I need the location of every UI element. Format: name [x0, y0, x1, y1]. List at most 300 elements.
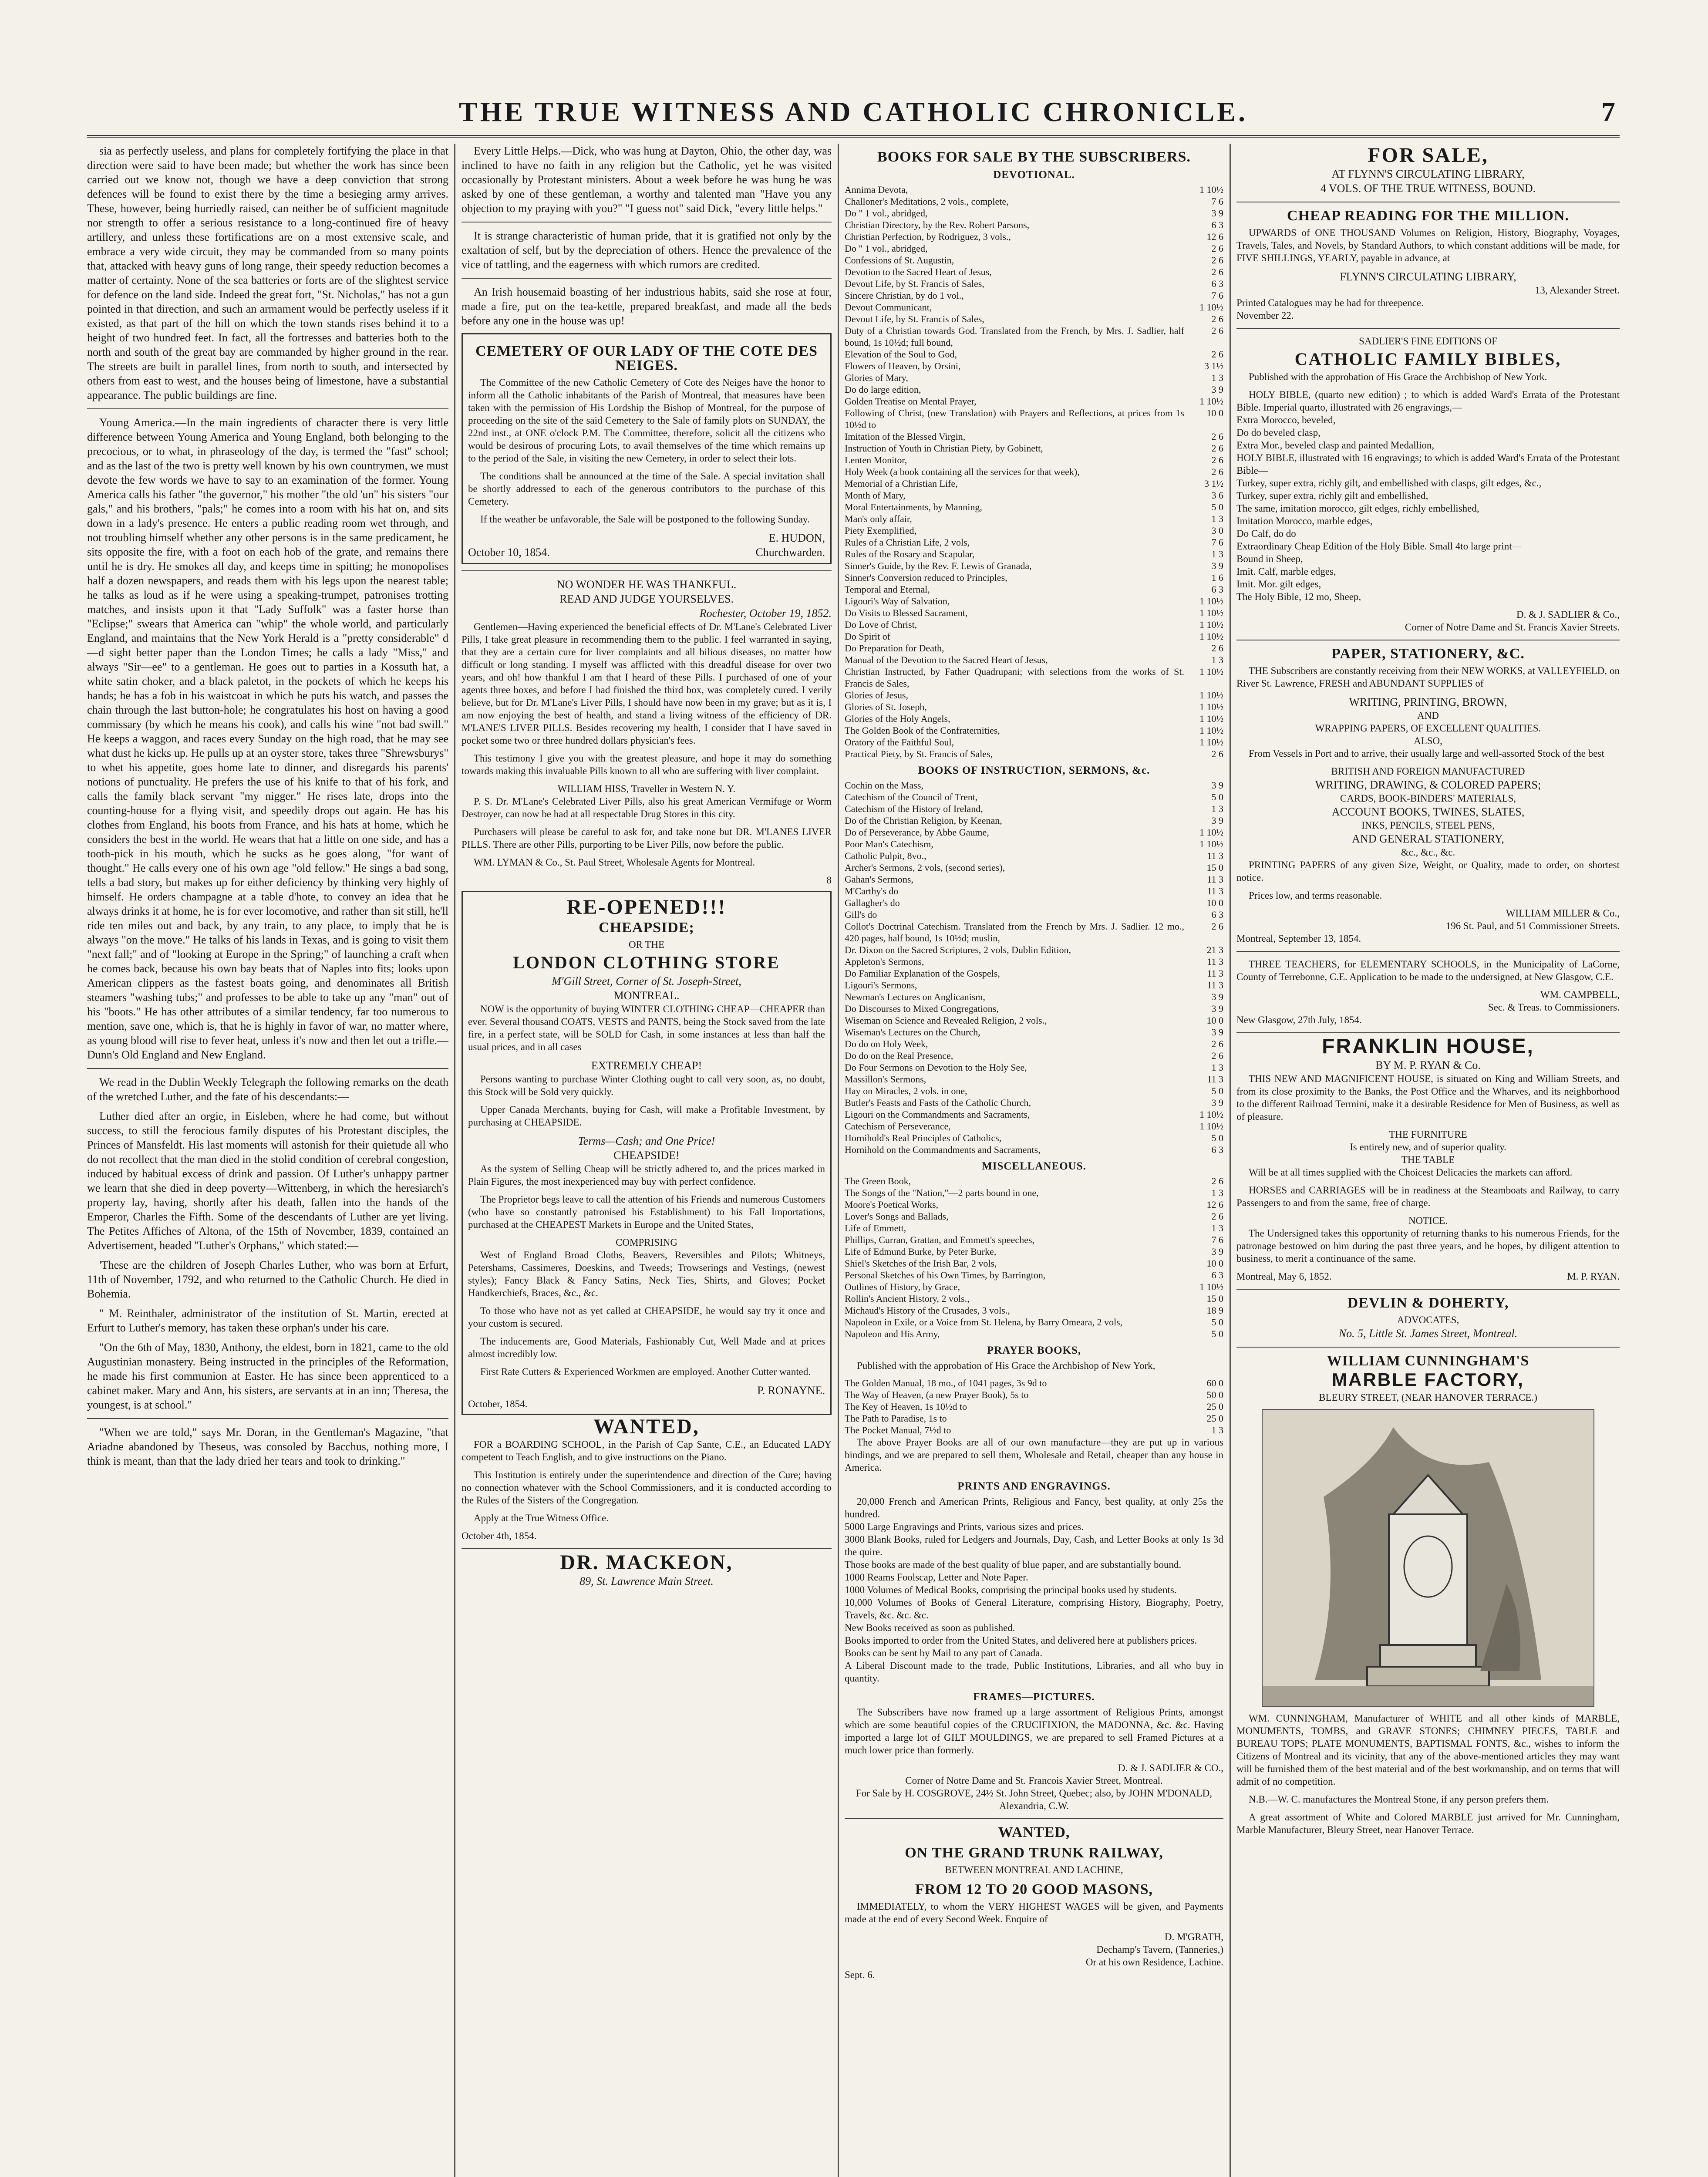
book-row [845, 207, 1223, 219]
book-price: 1 3 [1211, 654, 1223, 665]
book-row [845, 195, 1223, 207]
book-row [845, 713, 1223, 725]
book-price: 2 6 [1211, 313, 1223, 324]
books-section: PRINTS AND ENGRAVINGS. [957, 1480, 1111, 1492]
book-price: 25 0 [1206, 1413, 1223, 1424]
book-row [845, 478, 1223, 489]
ad-address: Corner of Notre Dame and St. Francis Xavier Streets. [1405, 622, 1620, 633]
ad-heading: SADLIER'S FINE EDITIONS OF [1359, 336, 1497, 347]
book-title: Piety Exemplified, [845, 525, 916, 536]
book-title: Glories of the Holy Angels, [845, 713, 950, 724]
ad-heading: WILLIAM CUNNINGHAM'S [1327, 1353, 1529, 1369]
book-title: The Path to Paradise, 1s to [845, 1413, 947, 1424]
ad-body: Published with the approbation of His Grace the Archbishop of New York. [1249, 371, 1547, 382]
book-title: Do Love of Christ, [845, 619, 917, 630]
book-row [845, 885, 1223, 897]
book-row [845, 791, 1223, 803]
book-price: 3 9 [1211, 780, 1223, 791]
ad-heading: ALSO, [1414, 735, 1442, 746]
book-price: 3 6 [1211, 490, 1223, 501]
book-title: Month of Mary, [845, 490, 906, 501]
book-price: 1 10½ [1199, 737, 1223, 748]
book-title: Do do on Holy Week, [845, 1038, 928, 1049]
ad-body: From Vessels in Port and to arrive, their usually large and well-assorted Stock of the best [1249, 748, 1604, 759]
divider [1236, 1289, 1620, 1290]
book-title: The Way of Heaven, (a new Prayer Book), 5s to [845, 1389, 1029, 1400]
book-row [845, 1389, 1223, 1401]
ad-body: The conditions shall be announced at the time of the Sale. A special invitation shall be shortly addressed to each of the generous contributors to the purchase of this Cemetery. [468, 471, 825, 507]
books-table-prayer [845, 1377, 1223, 1436]
book-price: 1 10½ [1199, 839, 1223, 849]
book-price: 1 3 [1211, 513, 1223, 524]
book-title: Christian Perfection, by Rodriguez, 3 vols., [845, 231, 1011, 242]
book-row [845, 826, 1223, 838]
book-row [845, 525, 1223, 536]
book-title: Christian Instructed, by Father Quadrupani; with selections from the works of St. Francis de Sales, [845, 666, 1184, 689]
book-title: Catechism of Perseverance, [845, 1121, 951, 1132]
book-title: Newman's Lectures on Anglicanism, [845, 991, 985, 1002]
ad-heading: ACCOUNT BOOKS, TWINES, SLATES, [1331, 805, 1525, 818]
book-row [845, 1109, 1223, 1120]
book-price: 2 6 [1211, 349, 1223, 360]
ad-signature: E. HUDON, [768, 532, 825, 544]
book-row [845, 666, 1223, 689]
book-price: 18 9 [1206, 1305, 1223, 1316]
ad-heading: WANTED, [593, 1415, 700, 1438]
ad-body: THIS NEW AND MAGNIFICENT HOUSE, is situated on King and William Streets, and from its close proximity to the Banks, the Post Office and the Wharves, and its neighborhood to the different Railroad Termini, make it a desirable Residence for Men of Business, as well as of pleasure. [1236, 1073, 1620, 1122]
book-title: Devout Life, by St. Francis of Sales, [845, 313, 984, 324]
book-row [845, 1222, 1223, 1234]
book-price: 1 3 [1211, 1187, 1223, 1198]
book-price: 15 0 [1206, 862, 1223, 873]
book-price: 1 3 [1211, 803, 1223, 814]
book-title: Confessions of St. Augustin, [845, 255, 954, 266]
book-price: 3 9 [1211, 208, 1223, 219]
ad-signature: D. M'GRATH, [1164, 1931, 1223, 1942]
book-row [845, 513, 1223, 525]
ad-heading: FLYNN'S CIRCULATING LIBRARY, [1340, 270, 1516, 283]
ad-body: UPWARDS of ONE THOUSAND Volumes on Religion, History, Biography, Voyages, Travels, Tales, and Novels, by Standard Authors, to which constant additions will be made, for FIVE SHILLINGS, YEARLY, payable in advance, at [1236, 227, 1620, 263]
ad-date: Sept. 6. [845, 1969, 875, 1980]
books-heading: BOOKS FOR SALE BY THE SUBSCRIBERS. [877, 149, 1191, 165]
book-price: 11 3 [1207, 968, 1223, 979]
ad-heading: M'Gill Street, Corner of St. Joseph-Street, [552, 975, 741, 987]
ad-signature: M. P. RYAN. [1567, 1271, 1620, 1282]
ad-heading: FRANKLIN HOUSE, [1322, 1035, 1534, 1058]
book-title: Ligouri's Sermons, [845, 980, 917, 991]
book-row [845, 1210, 1223, 1222]
book-row [845, 850, 1223, 862]
book-price: 1 10½ [1199, 302, 1223, 313]
ad-heading: AT FLYNN'S CIRCULATING LIBRARY, [1331, 168, 1525, 180]
book-price: 7 6 [1211, 537, 1223, 548]
article-paragraph: Every Little Helps.—Dick, who was hung at Dayton, Ohio, the other day, was inclined to have no faith in any religion but the Catholic, yet he was visited occasionally by Protestant ministers. About a week before he was hung he was asked by one of these gentleman, a worthy and talented man "Have you any objection to my praying with you?" "I guess not" said Dick, "every little helps." [462, 145, 832, 215]
ad-heading: WRITING, PRINTING, BROWN, [1349, 696, 1507, 708]
book-row [845, 360, 1223, 372]
book-row [845, 1304, 1223, 1316]
book-price: 1 3 [1211, 1223, 1223, 1233]
article-paragraph: We read in the Dublin Weekly Telegraph the following remarks on the death of the wretched Luther, and the fate of his descendants:— [87, 1076, 448, 1103]
ad-subheading: NOTICE. [1408, 1215, 1448, 1226]
book-row [845, 689, 1223, 701]
book-row [845, 313, 1223, 325]
ad-address: BLEURY STREET, (NEAR HANOVER TERRACE.) [1319, 1392, 1537, 1403]
books-section: DEVOTIONAL. [993, 169, 1075, 181]
book-row [845, 407, 1223, 431]
book-row [845, 1401, 1223, 1412]
ad-body: PRINTING PAPERS of any given Size, Weight, or Quality, made to order, on shortest notice. [1236, 859, 1620, 883]
book-price: 2 6 [1211, 466, 1223, 477]
book-title: Annima Devota, [845, 184, 908, 195]
book-row [845, 1062, 1223, 1073]
book-row [845, 1199, 1223, 1210]
book-row [845, 1246, 1223, 1257]
book-title: Do of Perseverance, by Abbe Gaume, [845, 827, 989, 838]
book-row [845, 815, 1223, 826]
book-price: 11 3 [1207, 956, 1223, 967]
book-price: 25 0 [1206, 1401, 1223, 1412]
ad-role: Sec. & Treas. to Commissioners. [1488, 1002, 1620, 1013]
book-title: Gallagher's do [845, 897, 900, 908]
book-price: 3 9 [1211, 1097, 1223, 1108]
ad-body: First Rate Cutters & Experienced Workmen are employed. Another Cutter wanted. [480, 1366, 811, 1377]
book-row [845, 619, 1223, 630]
book-row [845, 642, 1223, 654]
book-price: 10 0 [1206, 408, 1223, 418]
ad-heading: FROM 12 TO 20 GOOD MASONS, [915, 1881, 1153, 1897]
ad-signature: D. & J. SADLIER & Co., [1516, 609, 1620, 620]
book-row [845, 920, 1223, 944]
book-title: Massillon's Sermons, [845, 1074, 926, 1085]
book-row [845, 1026, 1223, 1038]
ad-terms: Terms—Cash; and One Price! [578, 1135, 715, 1147]
book-price: 5 0 [1211, 1132, 1223, 1143]
book-row [845, 1328, 1223, 1340]
ad-body: The Committee of the new Catholic Cemetery of Cote des Neiges have the honor to inform all the Catholic inhabitants of the Parish of Montreal, that measures have been taken with the permission of His Lordship the Bishop of Montreal, for the purpose of proceeding on the site of the said Cemetery to the Sale of family plots on SUNDAY, the 22nd inst., at ONE o'clock P.M. The Committee, therefore, solicit all the citizens who would be desirous of procuring Lots, to avail themselves of the time which remains up to the period of the Sale, in visiting the new Cemetery, in order to select their lots. [468, 377, 825, 464]
book-title: Memorial of a Christian Life, [845, 478, 958, 489]
book-title: Hornihold's Real Principles of Catholics, [845, 1132, 1002, 1143]
book-price: 5 0 [1211, 792, 1223, 802]
column-rule [454, 144, 455, 2177]
book-price: 10 0 [1206, 897, 1223, 908]
ad-body: As the system of Selling Cheap will be strictly adhered to, and the prices marked in Plain Figures, the most inexperienced may buy with perfect confidence. [468, 1163, 825, 1187]
book-price: 2 6 [1211, 455, 1223, 465]
book-row [845, 1187, 1223, 1199]
book-row [845, 290, 1223, 301]
ad-subheading: COMPRISING [616, 1237, 677, 1248]
ad-body: A great assortment of White and Colored MARBLE just arrived for Mr. Cunningham, Marble Manufacturer, Bleury Street, near Hanover Terrace. [1236, 1812, 1620, 1835]
book-row [845, 1281, 1223, 1293]
ad-signature: WM. CAMPBELL, [1540, 989, 1620, 1000]
article-paragraph: "On the 6th of May, 1830, Anthony, the eldest, born in 1821, came to the old Augustinian monastery. Being instructed in the principles of the Reformation, he made his first communion at Easter. He has since been apprenticed to a cabinet maker. Mary and Ann, his sisters, are servants at in an inn; Theresa, the youngest, is at school." [87, 1341, 448, 1411]
article-young-america: Young America.—In the main ingredients of character there is very little difference between Young America and Young England, both belonging to the precocious, or to what, in phraseology of the day, is termed the "fast" school; and as the last of the two is pretty well known by his own countrymen, we must devote the few words we have to say to an examination of the former. Young America calls his father "the governor," his mother "the old 'un" his sisters "our gals," and his brothers, "pals;" he comes into a room with his hat on, and sits down in a lady's presence. He enters a public reading room wet through, and not troubling himself whether any other persons is in the same predicament, he sits opposite the fire, with a foot on each hob of the grate, and remains there until he is dry. He smokes all day, and keeps time in spitting; he monopolises half a dozen newspapers, and reads them with his legs upon the nearest table; he talks as loud as if he were using a speaking-trumpet, patronises trotting matches, and insists upon it that "Lady Suffolk" was a faster horse than "Eclipse;" swears that America can "whip" the whole world, and particularly England, and maintains that the New York Herald is a "pretty considerable" d—d sight better paper than the London Times; he calls a lady "Miss," and always "Sir—ee" to a gentleman. He goes out to parties in a Kossuth hat, a white satin choker, and a black paletot, in the pockets of which he keeps his hands; he has a fob in his waistcoat in which he puts his watch, and passes the chain through the last button-hole; he congratulates his host on having a good commissary (by which he means his cook), and calls his wine "not bad swill." He keeps a waggon, and races every Sunday on the high road, that he may see what dust he kicks up. He pulls up at an oyster store, takes three "Shrewsburys" to whet his appetite, goes home late to dinner, and disregards his parents' notions of punctuality. He prefers the use of his knife to that of his fork, and calls the family black servant "my nigger." He rises late, drops into the counting-house for a flying visit, and speedily drops out again. He has his clothes from England, his boots from France, and his hats at home, which he considers the best in the world. He wears that hat a little on one side, and has a tooth-pick in his mouth, which he sucks as he goes along, "for want of thought." He calls every one of his own age "old fellow." He sings a bad song, tells a bad story, but makes up for either deficiency by thinking very highly of himself. He orders champagne at a table d'hote, to convey an idea that he always drinks it at home, he is for ever locomotive, and rather than sit still, he'll ride ten miles out and back, by any train, to any place, to imply that he is always "on the move." He talks of his lands in Texas, and is going to visit them "next fall;" and of "looking at Europe in the Spring;" of launching a craft when he comes back, because his own bay beats that of Naples into fits; looks upon American clippers as the fastest boats going, and denominates all British steamers "washing tubs;" and professes to be able to take up any "man" out of his "boots." He has other attributes of a similar tendency, far too numerous to mention, save one, which is, that he is highly in favor of war, no matter where, as young blood will rise to fever heat, unless it's now and then let out a trifle.—Dunn's Old England and New England. [87, 416, 448, 1061]
divider [1236, 1032, 1620, 1033]
book-price: 5 0 [1211, 1317, 1223, 1328]
book-price: 1 3 [1211, 549, 1223, 559]
ad-date: Montreal, May 6, 1852. [1236, 1271, 1332, 1282]
book-title: Devotion to the Sacred Heart of Jesus, [845, 266, 992, 277]
ad-dateline: Rochester, October 19, 1852. [699, 607, 832, 620]
book-price: 3 9 [1211, 560, 1223, 571]
divider [87, 1068, 448, 1069]
ad-footer [468, 545, 825, 559]
ad-body: HOLY BIBLE, (quarto new edition) ; to which is added Ward's Errata of the Protestant Bible. Imperial quarto, illustrated with 26 engravings,— Extra Morocco, beveled, Do do beveled clasp, Extra Mor., beveled clasp and painted Medallion, HOLY BIBLE, illustrated with 16 engravings; to which is added Ward's Errata of the Protestant Bible— Turkey, super extra, richly gilt, and embellished with clasps, gilt edges, &c., Turkey, super extra, richly gilt and embellished, The same, imitation morocco, gilt edges, richly embellished, Imitation Morocco, marble edges, Do Calf, do do Extraordinary Cheap Edition of the Holy Bible. Small 4to large print— Bound in Sheep, Imit. Calf, marble edges, Imit. Mor. gilt edges, The Holy Bible, 12 mo, Sheep, [1236, 389, 1620, 602]
ad-heading: READ AND JUDGE YOURSELVES. [559, 593, 734, 605]
ad-address: Dechamp's Tavern, (Tanneries,) [1096, 1944, 1223, 1955]
ad-date: October, 1854. [468, 1399, 528, 1409]
book-title: Dr. Dixon on the Sacred Scriptures, 2 vols, Dublin Edition, [845, 944, 1071, 955]
book-title: Do of the Christian Religion, by Keenan, [845, 815, 1002, 826]
books-section: FRAMES—PICTURES. [973, 1691, 1095, 1703]
ad-heading: 4 VOLS. OF THE TRUE WITNESS, BOUND. [1320, 182, 1536, 195]
book-price: 2 6 [1211, 1176, 1223, 1186]
ad-body: Gentlemen—Having experienced the beneficial effects of Dr. M'Lane's Celebrated Liver Pills, I take great pleasure in recommending them to the public. I feel warranted in saying, that they are a certain cure for liver complaints and all bilious diseases, no matter how difficult or long standing. I myself was afflicted with this dreadful disease for over two years, and oh! how thankful I am that I heard of these Pills. I purchased of one of your agents three boxes, and before I had finished the third box, was completely cured. I verily believe, but for Dr. M'Lane's Liver Pills, I should have now been in my grave; but as it is, I am now enjoying the best of health, and stand a living witness of the efficiency of DR. M'LANE'S LIVER PILLS. Besides recovering my health, I consider that I have saved in pocket some two or three hundred dollars physician's fees. [462, 621, 832, 746]
book-title: Wiseman on Science and Revealed Religion, 2 vols., [845, 1015, 1047, 1026]
book-row [845, 873, 1223, 885]
book-title: Do Discourses to Mixed Congregations, [845, 1003, 999, 1014]
book-price: 6 3 [1211, 278, 1223, 289]
book-title: Poor Man's Catechism, [845, 839, 933, 849]
ad-signature: WILLIAM MILLER & Co., [1506, 908, 1620, 919]
book-price: 7 6 [1211, 290, 1223, 301]
book-price: 12 6 [1206, 231, 1223, 242]
book-price: 2 6 [1211, 921, 1223, 932]
book-title: Rules of the Rosary and Scapular, [845, 549, 975, 559]
ad-body: Prices low, and terms reasonable. [1249, 890, 1382, 901]
book-price: 2 6 [1211, 243, 1223, 254]
column-1 [87, 144, 448, 2177]
book-title: Temporal and Eternal, [845, 584, 930, 595]
book-price: 1 10½ [1199, 1109, 1223, 1120]
ad-heading: CARDS, BOOK-BINDERS' MATERIALS, [1340, 793, 1516, 804]
book-row [845, 384, 1223, 395]
ad-heading: CEMETERY OF OUR LADY OF THE COTE DES NEIGES. [475, 343, 818, 374]
book-row [845, 1257, 1223, 1269]
divider [1236, 1347, 1620, 1348]
book-title: Do do on the Real Presence, [845, 1050, 953, 1061]
book-title: Wiseman's Lectures on the Church, [845, 1027, 980, 1038]
book-row [845, 501, 1223, 513]
article-paragraph: An Irish housemaid boasting of her industrious habits, said she rose at four, made a fire, put on the tea-kettle, prepared breakfast, and made all the beds before any one in the house was up! [462, 286, 832, 327]
page-number: 7 [1601, 96, 1615, 127]
ad-address: 196 St. Paul, and 51 Commissioner Streets. [1445, 920, 1620, 931]
ad-heading: WANTED, [998, 1824, 1070, 1840]
book-price: 7 6 [1211, 1234, 1223, 1245]
ad-heading: MONTREAL. [613, 989, 680, 1002]
book-row [845, 838, 1223, 850]
ad-heading: OR THE [629, 939, 664, 950]
book-price: 1 6 [1211, 572, 1223, 583]
book-price: 6 3 [1211, 219, 1223, 230]
book-row [845, 243, 1223, 254]
book-price: 3 9 [1211, 384, 1223, 395]
book-row [845, 1132, 1223, 1144]
book-price: 2 6 [1211, 443, 1223, 454]
book-title: Outlines of History, by Grace, [845, 1281, 960, 1292]
book-price: 2 6 [1211, 431, 1223, 442]
book-row [845, 1120, 1223, 1132]
book-row [845, 184, 1223, 195]
ad-heading: LONDON CLOTHING STORE [513, 953, 780, 972]
ad-body: Apply at the True Witness Office. [474, 1513, 609, 1523]
book-title: Manual of the Devotion to the Sacred Heart of Jesus, [845, 654, 1048, 665]
book-title: Hornihold on the Commandments and Sacraments, [845, 1144, 1041, 1155]
book-row [845, 1038, 1223, 1050]
book-price: 1 10½ [1199, 396, 1223, 407]
books-section: BOOKS OF INSTRUCTION, SERMONS, &c. [918, 765, 1150, 776]
book-title: Catechism of the History of Ireland, [845, 803, 983, 814]
ad-heading: DEVLIN & DOHERTY, [1347, 1295, 1509, 1311]
article-paragraph: sia as perfectly useless, and plans for completely fortifying the place in that direction were said to have been made; but whether the work has since been carried out we know not, though we have a deep conviction that strong defences will be found to exist there by the time a besieging army arrives. These, however, being hurriedly raised, can neither be of sufficient magnitude nor strength to offer a serious resistance to a long-continued fire of heavy artillery, and unless these fortifications are on a most extensive scale, and embrace a very wide circuit, they may be commanded from so many points that, attacked with heavy guns of long range, their speedy reduction becomes a matter of certainty. None of the sea batteries or forts are of the slightest service for defence on the land side. Indeed the great fort, "St. Nicholas," has not a gun pointed in that direction, and such an armament would be perfectly useless if it existed, as that part of the hill on which the town stands rises behind it to a height of two hundred feet. In fact, all the fortresses and batteries both to the north and south of the great bay are commanded by higher ground in the rear. The streets are built in parallel lines, from north to south, and intersected by others from east to west, and the houses being of limestone, have a substantial appearance. The public buildings are fine. [87, 145, 448, 401]
book-price: 2 6 [1211, 643, 1223, 654]
book-title: Moore's Poetical Works, [845, 1199, 939, 1210]
ad-body: This testimony I give you with the greatest pleasure, and hope it may do something towards making this invaluable Pills known to all who are suffering with liver complaint. [462, 753, 832, 776]
ad-body: The Proprietor begs leave to call the attention of his Friends and numerous Customers (who have so constantly patronised his Establishment) to his Fall Importations, purchased at the CHEAPEST Markets in Europe and the United States, [468, 1194, 825, 1230]
book-price: 11 3 [1207, 886, 1223, 896]
book-price: 3 9 [1211, 1246, 1223, 1257]
book-title: Flowers of Heaven, by Orsini, [845, 361, 961, 371]
book-title: Devout Life, by St. Francis of Sales, [845, 278, 984, 289]
ad-body: WM. LYMAN & Co., St. Paul Street, Wholesale Agents for Montreal. [474, 857, 755, 868]
ad-heading: WRITING, DRAWING, & COLORED PAPERS; [1315, 778, 1541, 791]
ad-body: The Subscribers have now framed up a large assortment of Religious Prints, amongst which are some beautiful copies of the CRUCIFIXION, the MADONNA, &c. &c. Having imported a large lot of GILT MOULDINGS, we are prepared to sell Framed Pictures at a much lower price than formerly. [845, 1707, 1223, 1756]
book-title: The Golden Manual, 18 mo., of 1041 pages, 3s 9d to [845, 1378, 1047, 1388]
ad-body: The inducements are, Good Materials, Fashionably Cut, Well Made and at prices almost incredibly low. [468, 1336, 825, 1359]
book-row [845, 897, 1223, 909]
book-price: 2 6 [1211, 1050, 1223, 1061]
ad-heading: NO WONDER HE WAS THANKFUL. [556, 578, 737, 591]
book-title: The Golden Book of the Confraternities, [845, 725, 1000, 736]
books-table-misc [845, 1175, 1223, 1340]
book-row [845, 548, 1223, 560]
book-row [845, 1003, 1223, 1014]
masthead-title: THE TRUE WITNESS AND CATHOLIC CHRONICLE. [459, 96, 1248, 127]
book-title: Life of Emmett, [845, 1223, 906, 1233]
book-title: Glories of Jesus, [845, 690, 909, 701]
book-title: The Pocket Manual, 7½d to [845, 1425, 951, 1436]
ad-body: IMMEDIATELY, to whom the VERY HIGHEST WAGES will be given, and Payments made at the end of every Second Week. Enquire of [845, 1901, 1223, 1924]
ad-heading: BETWEEN MONTREAL AND LACHINE, [945, 1864, 1123, 1875]
ad-number: 8 [826, 875, 832, 886]
book-title: Do Four Sermons on Devotion to the Holy See, [845, 1062, 1027, 1073]
book-title: Ligouri on the Commandments and Sacraments, [845, 1109, 1030, 1120]
book-row [845, 348, 1223, 360]
book-price: 2 6 [1211, 1038, 1223, 1049]
book-row [845, 583, 1223, 595]
book-title: Imitation of the Blessed Virgin, [845, 431, 966, 442]
book-title: Do Visits to Blessed Sacrament, [845, 607, 968, 618]
book-row [845, 278, 1223, 290]
article-paragraph: Luther died after an orgie, in Eisleben, where he had come, but without success, to still the ferocious family disputes of his Protestant disciples, the Princes of Mansfeldt. His last moments will astonish for their quietude all who do not recollect that the man died in the stolid condition of cerebral congestion, induced by habitual excess of drink and passion. Of Luther's unhappy partner we learn that she died in deep poverty—Wittenberg, in which the heresiarch's property lay, having, shortly after his death, fallen into the hands of the Emperor, Charles the Fifth. Some of the descendants of Luther are yet living. The Petites Affiches of Altona, of the 15th of November, 1839, contained an Advertisement, headed "Luther's Orphans," which stated:— [87, 1110, 448, 1252]
book-row [845, 1293, 1223, 1304]
book-row [845, 219, 1223, 231]
ad-date: October 4th, 1854. [462, 1530, 537, 1541]
ad-cheapside [462, 891, 832, 1415]
book-row [845, 909, 1223, 920]
book-price: 5 0 [1211, 1328, 1223, 1339]
book-row [845, 701, 1223, 713]
book-title: The Songs of the "Nation,"—2 parts bound in one, [845, 1187, 1039, 1198]
book-price: 1 10½ [1199, 690, 1223, 701]
book-price: 1 10½ [1199, 827, 1223, 838]
book-row [845, 862, 1223, 873]
book-row [845, 991, 1223, 1003]
book-row [845, 630, 1223, 642]
book-title: Oratory of the Faithful Soul, [845, 737, 954, 748]
book-row [845, 454, 1223, 466]
column-rule [1230, 144, 1231, 2177]
book-row [845, 725, 1223, 736]
ad-body: If the weather be unfavorable, the Sale will be postponed to the following Sunday. [480, 514, 810, 525]
book-row [845, 1316, 1223, 1328]
book-price: 1 10½ [1199, 607, 1223, 618]
book-title: Life of Edmund Burke, by Peter Burke, [845, 1246, 997, 1257]
book-row [845, 736, 1223, 748]
book-price: 1 10½ [1199, 631, 1223, 642]
book-title: Rules of a Christian Life, 2 vols, [845, 537, 970, 548]
ad-body: West of England Broad Cloths, Beavers, Reversibles and Pilots; Whitneys, Petershams, Cassimeres, Doeskins, and Tweeds; Trowserings and Vestings, (newest styles); Fancy Black & Fancy Satins, Neck Ties, Shirts, and Gloves; Pocket Handkerchiefs, Braces, &c., &c. [468, 1250, 825, 1298]
book-row [845, 536, 1223, 548]
ad-heading: WRAPPING PAPERS, OF EXCELLENT QUALITIES. [1315, 723, 1541, 734]
ad-body: Will be at all times supplied with the Choicest Delicacies the markets can afford. [1249, 1167, 1573, 1178]
book-title: Sinner's Conversion reduced to Principles, [845, 572, 1007, 583]
book-price: 2 6 [1211, 266, 1223, 277]
ad-body: Published with the approbation of His Grace the Archbishop of New York, [857, 1360, 1156, 1371]
ad-heading: ON THE GRAND TRUNK RAILWAY, [905, 1845, 1163, 1861]
ad-note: Printed Catalogues may be had for threepence. [1236, 297, 1424, 308]
ad-address: No. 5, Little St. James Street, Montreal. [1338, 1327, 1518, 1340]
ad-address: Corner of Notre Dame and St. Francois Xavier Street, Montreal. [905, 1775, 1163, 1786]
book-row [845, 372, 1223, 384]
book-row [845, 431, 1223, 442]
column-3 [845, 144, 1223, 2177]
book-title: Elevation of the Soul to God, [845, 349, 957, 360]
book-price: 3 9 [1211, 1027, 1223, 1038]
book-title: Golden Treatise on Mental Prayer, [845, 396, 977, 407]
ad-body: WM. CUNNINGHAM, Manufacturer of WHITE and all other kinds of MARBLE, MONUMENTS, TOMBS, and GRAVE STONES; CHIMNEY PIECES, TABLE and BUREAU TOPS; PLATE MONUMENTS, BAPTISMAL FONTS, &c., wishes to inform the Citizens of Montreal and its vicinity, that any of the above-mentioned articles they may want will be furnished them of the best material and of the best workmanship, and on terms that will admit of no competition. [1236, 1713, 1620, 1787]
book-price: 1 10½ [1199, 596, 1223, 607]
ad-role: ADVOCATES, [1397, 1314, 1459, 1325]
book-title: Lenten Monitor, [845, 455, 907, 465]
book-price: 3 0 [1211, 525, 1223, 536]
ad-subheading: EXTREMELY CHEAP! [591, 1059, 702, 1072]
monument-engraving-image [1262, 1409, 1594, 1707]
book-title: Gill's do [845, 909, 877, 920]
book-title: Holy Week (a book containing all the services for that week), [845, 466, 1080, 477]
ad-body: 20,000 French and American Prints, Religious and Fancy, best quality, at only 25s the hundred. 5000 Large Engravings and Prints, various sizes and prices. 3000 Blank Books, ruled for Ledgers and Journals, Day, Cash, and Letter Books at only 1s 3d the quire. Those books are made of the best quality of blue paper, and are substantially bound. 1000 Reams Foolscap, Letter and Note Paper. 1000 Volumes of Medical Books, comprising the principal books used by students. 10,000 Volumes of Books of General Literature, comprising History, Biography, Poetry, Travels, &c. &c. &c. New Books received as soon as published. Books imported to order from the United States, and delivered here at publishers prices. Books can be sent by Mail to any part of Canada. A Liberal Discount made to the trade, Public Institutions, Libraries, and all who buy in quantity. [845, 1496, 1223, 1684]
ad-date: October 10, 1854. [468, 546, 550, 559]
book-row [845, 231, 1223, 243]
book-title: Rollin's Ancient History, 2 vols., [845, 1293, 970, 1304]
book-row [845, 595, 1223, 607]
book-title: Sinner's Guide, by the Rev. F. Lewis of Granada, [845, 560, 1032, 571]
book-title: Instruction of Youth in Christian Piety, by Gobinett, [845, 443, 1043, 454]
ad-address: For Sale by H. COSGROVE, 24½ St. John Street, Quebec; also, by JOHN M'DONALD, Alexandria, C.W. [856, 1788, 1213, 1811]
book-row [845, 1234, 1223, 1246]
ad-heading: PAPER, STATIONERY, &C. [1331, 646, 1525, 662]
book-row [845, 956, 1223, 967]
book-title: Ligouri's Way of Salvation, [845, 596, 950, 607]
book-price: 11 3 [1207, 980, 1223, 991]
book-row [845, 1175, 1223, 1187]
ad-body: THREE TEACHERS, for ELEMENTARY SCHOOLS, in the Municipality of LaCorne, County of Terrebonne, C.E. Application to be made to the undersigned, at New Glasgow, C.E. [1236, 959, 1620, 982]
ad-body: HORSES and CARRIAGES will be in readiness at the Steamboats and Railway, to carry Passengers to and from the same, free of charge. [1236, 1185, 1620, 1208]
book-title: Hay on Miracles, 2 vols. in one, [845, 1085, 967, 1096]
book-title: Christian Directory, by the Rev. Robert Parsons, [845, 219, 1030, 230]
divider [1236, 951, 1620, 952]
ad-body: N.B.—W. C. manufactures the Montreal Stone, if any person prefers them. [1249, 1794, 1549, 1805]
book-price: 60 0 [1206, 1378, 1223, 1388]
